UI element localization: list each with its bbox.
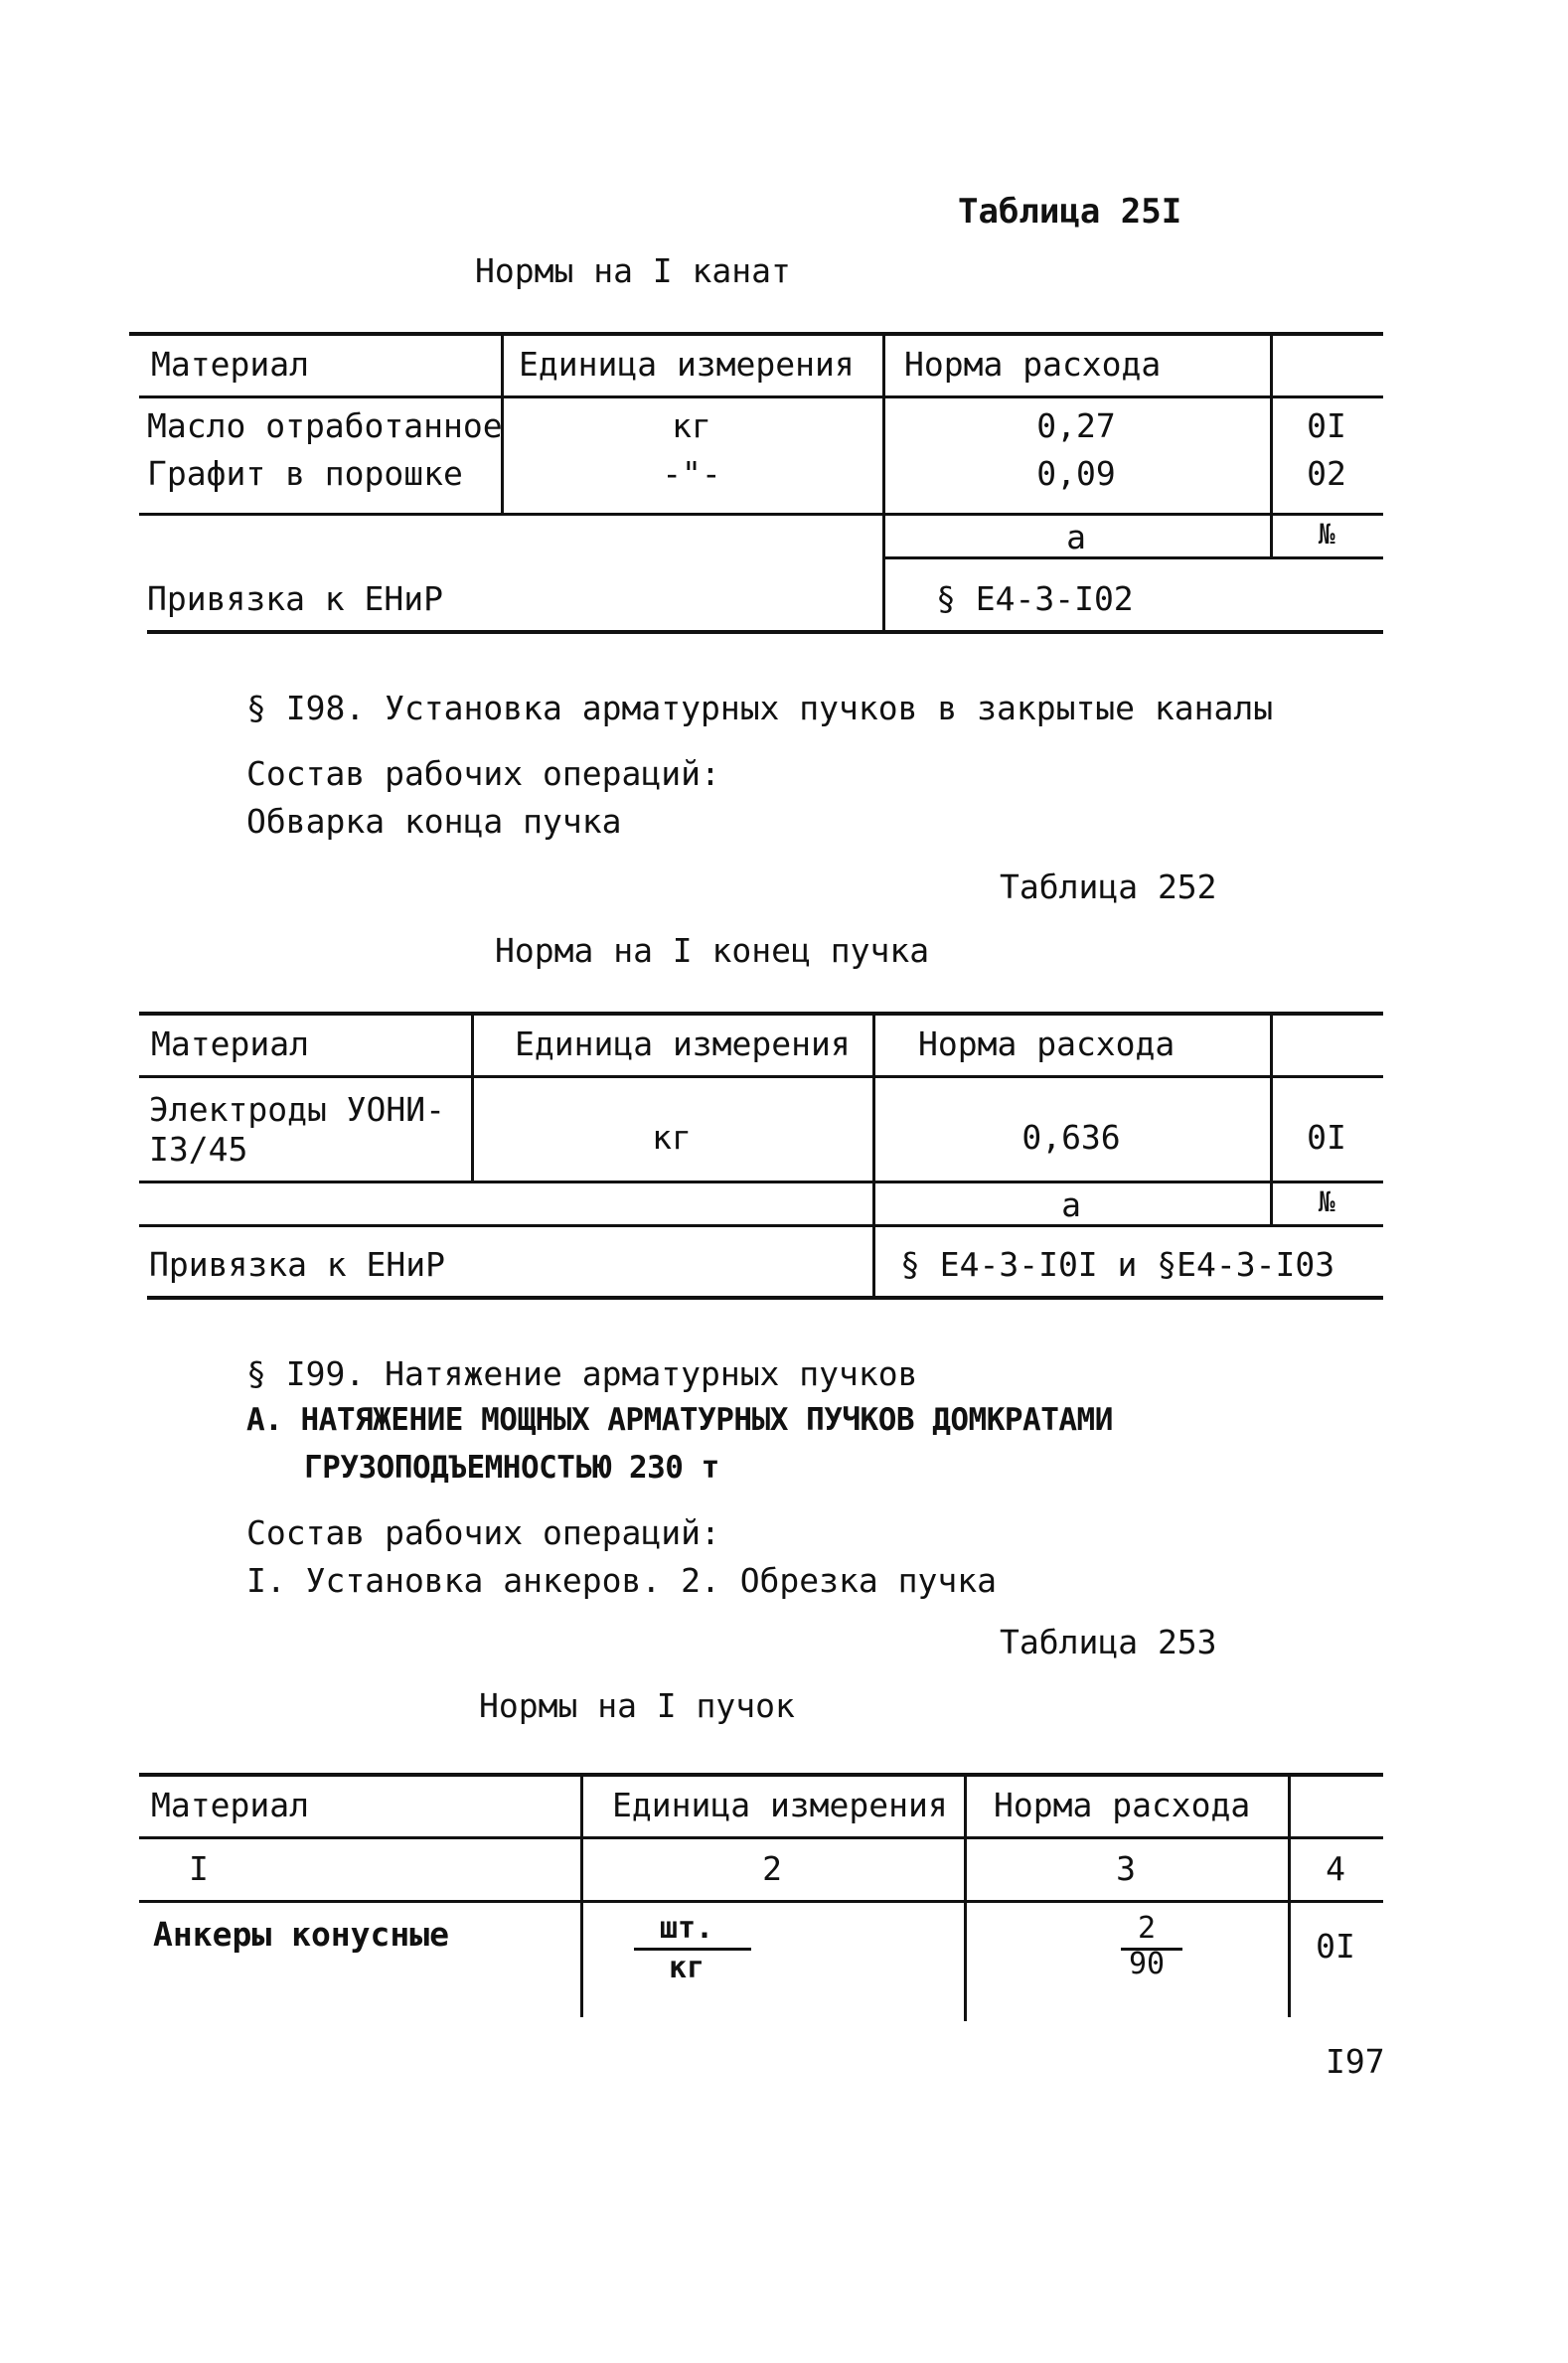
column-number: 2 xyxy=(762,1849,782,1888)
table-caption: Нормы на I канат xyxy=(475,251,791,290)
operations-text: I. Установка анкеров. 2. Обрезка пучка xyxy=(246,1561,997,1600)
table-number: Таблица 253 xyxy=(1000,1623,1217,1661)
table-number: Таблица 252 xyxy=(1000,867,1217,906)
operations-label: Состав рабочих операций: xyxy=(246,754,720,793)
column-letter: а xyxy=(1066,518,1086,556)
code-cell: 02 xyxy=(1307,454,1346,493)
column-divider xyxy=(471,1012,474,1181)
table-top-border xyxy=(139,1012,1383,1016)
column-number: I xyxy=(189,1849,209,1888)
operations-text: Обварка конца пучка xyxy=(246,802,622,841)
unit-cell: кг xyxy=(652,1118,692,1157)
column-divider xyxy=(1288,1773,1291,2017)
norm-denominator: 90 xyxy=(1128,1947,1166,1981)
material-cell: Графит в порошке xyxy=(147,454,463,493)
column-number-sign: № xyxy=(1318,1185,1335,1218)
material-cell-continued: I3/45 xyxy=(149,1130,248,1169)
column-divider xyxy=(964,1773,967,2021)
material-cell: Электроды УОНИ- xyxy=(149,1090,446,1129)
norm-cell: 0,636 xyxy=(1021,1118,1121,1157)
norm-numerator: 2 xyxy=(1137,1911,1157,1946)
column-header: Единица измерения xyxy=(515,1024,851,1063)
unit-denominator: кг xyxy=(668,1951,706,1985)
table-caption: Норма на I конец пучка xyxy=(495,931,930,970)
column-header: Материал xyxy=(151,1786,309,1824)
column-header: Материал xyxy=(151,1024,309,1063)
section-title: § I99. Натяжение арматурных пучков xyxy=(246,1354,918,1393)
norm-cell: 0,27 xyxy=(1036,406,1116,445)
code-cell: 0I xyxy=(1307,406,1346,445)
section-subtitle: А. НАТЯЖЕНИЕ МОЩНЫХ АРМАТУРНЫХ ПУЧКОВ ДОМКРАТАМИ xyxy=(246,1402,1113,1438)
table-index-border xyxy=(139,1900,1383,1903)
table-number: Таблица 25I xyxy=(958,192,1182,232)
unit-cell: кг xyxy=(672,406,711,445)
column-number-sign: № xyxy=(1318,518,1335,551)
unit-cell: -"- xyxy=(662,454,721,493)
operations-label: Состав рабочих операций: xyxy=(246,1513,720,1552)
section-subtitle-continued: ГРУЗОПОДЪЕМНОСТЬЮ 230 т xyxy=(304,1450,719,1486)
column-header: Единица измерения xyxy=(612,1786,948,1824)
table-bottom-border xyxy=(147,1296,1383,1300)
enir-reference-value: § Е4-3-I0I и §Е4-3-I03 xyxy=(900,1245,1335,1284)
column-divider xyxy=(580,1773,583,2017)
table-index-border xyxy=(882,556,1383,559)
column-letter: а xyxy=(1061,1185,1081,1224)
table-row-border xyxy=(139,1181,1383,1183)
material-cell: Масло отработанное xyxy=(147,406,503,445)
column-number: 3 xyxy=(1116,1849,1136,1888)
table-header-border xyxy=(139,1836,1383,1839)
norm-cell: 0,09 xyxy=(1036,454,1116,493)
column-header: Материал xyxy=(151,345,309,384)
column-header: Норма расхода xyxy=(918,1024,1176,1063)
page-number: I97 xyxy=(1326,2042,1385,2081)
table-index-border xyxy=(139,1224,1383,1227)
column-header: Единица измерения xyxy=(519,345,855,384)
code-cell: 0I xyxy=(1316,1927,1355,1966)
column-divider xyxy=(872,1012,875,1296)
section-title: § I98. Установка арматурных пучков в закрытые каналы xyxy=(246,689,1274,727)
table-header-border xyxy=(139,395,1383,398)
column-number: 4 xyxy=(1326,1849,1345,1888)
material-cell: Анкеры конусные xyxy=(153,1915,450,1954)
table-header-border xyxy=(139,1075,1383,1078)
table-top-border xyxy=(129,332,1383,336)
table-bottom-border xyxy=(147,630,1383,634)
enir-reference-label: Привязка к ЕНиР xyxy=(149,1245,446,1284)
code-cell: 0I xyxy=(1307,1118,1346,1157)
enir-reference-label: Привязка к ЕНиР xyxy=(147,579,444,618)
column-header: Норма расхода xyxy=(904,345,1162,384)
table-caption: Нормы на I пучок xyxy=(479,1686,795,1725)
column-header: Норма расхода xyxy=(994,1786,1251,1824)
table-top-border xyxy=(139,1773,1383,1777)
table-row-border xyxy=(139,513,1383,516)
enir-reference-value: § Е4-3-I02 xyxy=(936,579,1134,618)
unit-numerator: шт. xyxy=(659,1911,714,1946)
